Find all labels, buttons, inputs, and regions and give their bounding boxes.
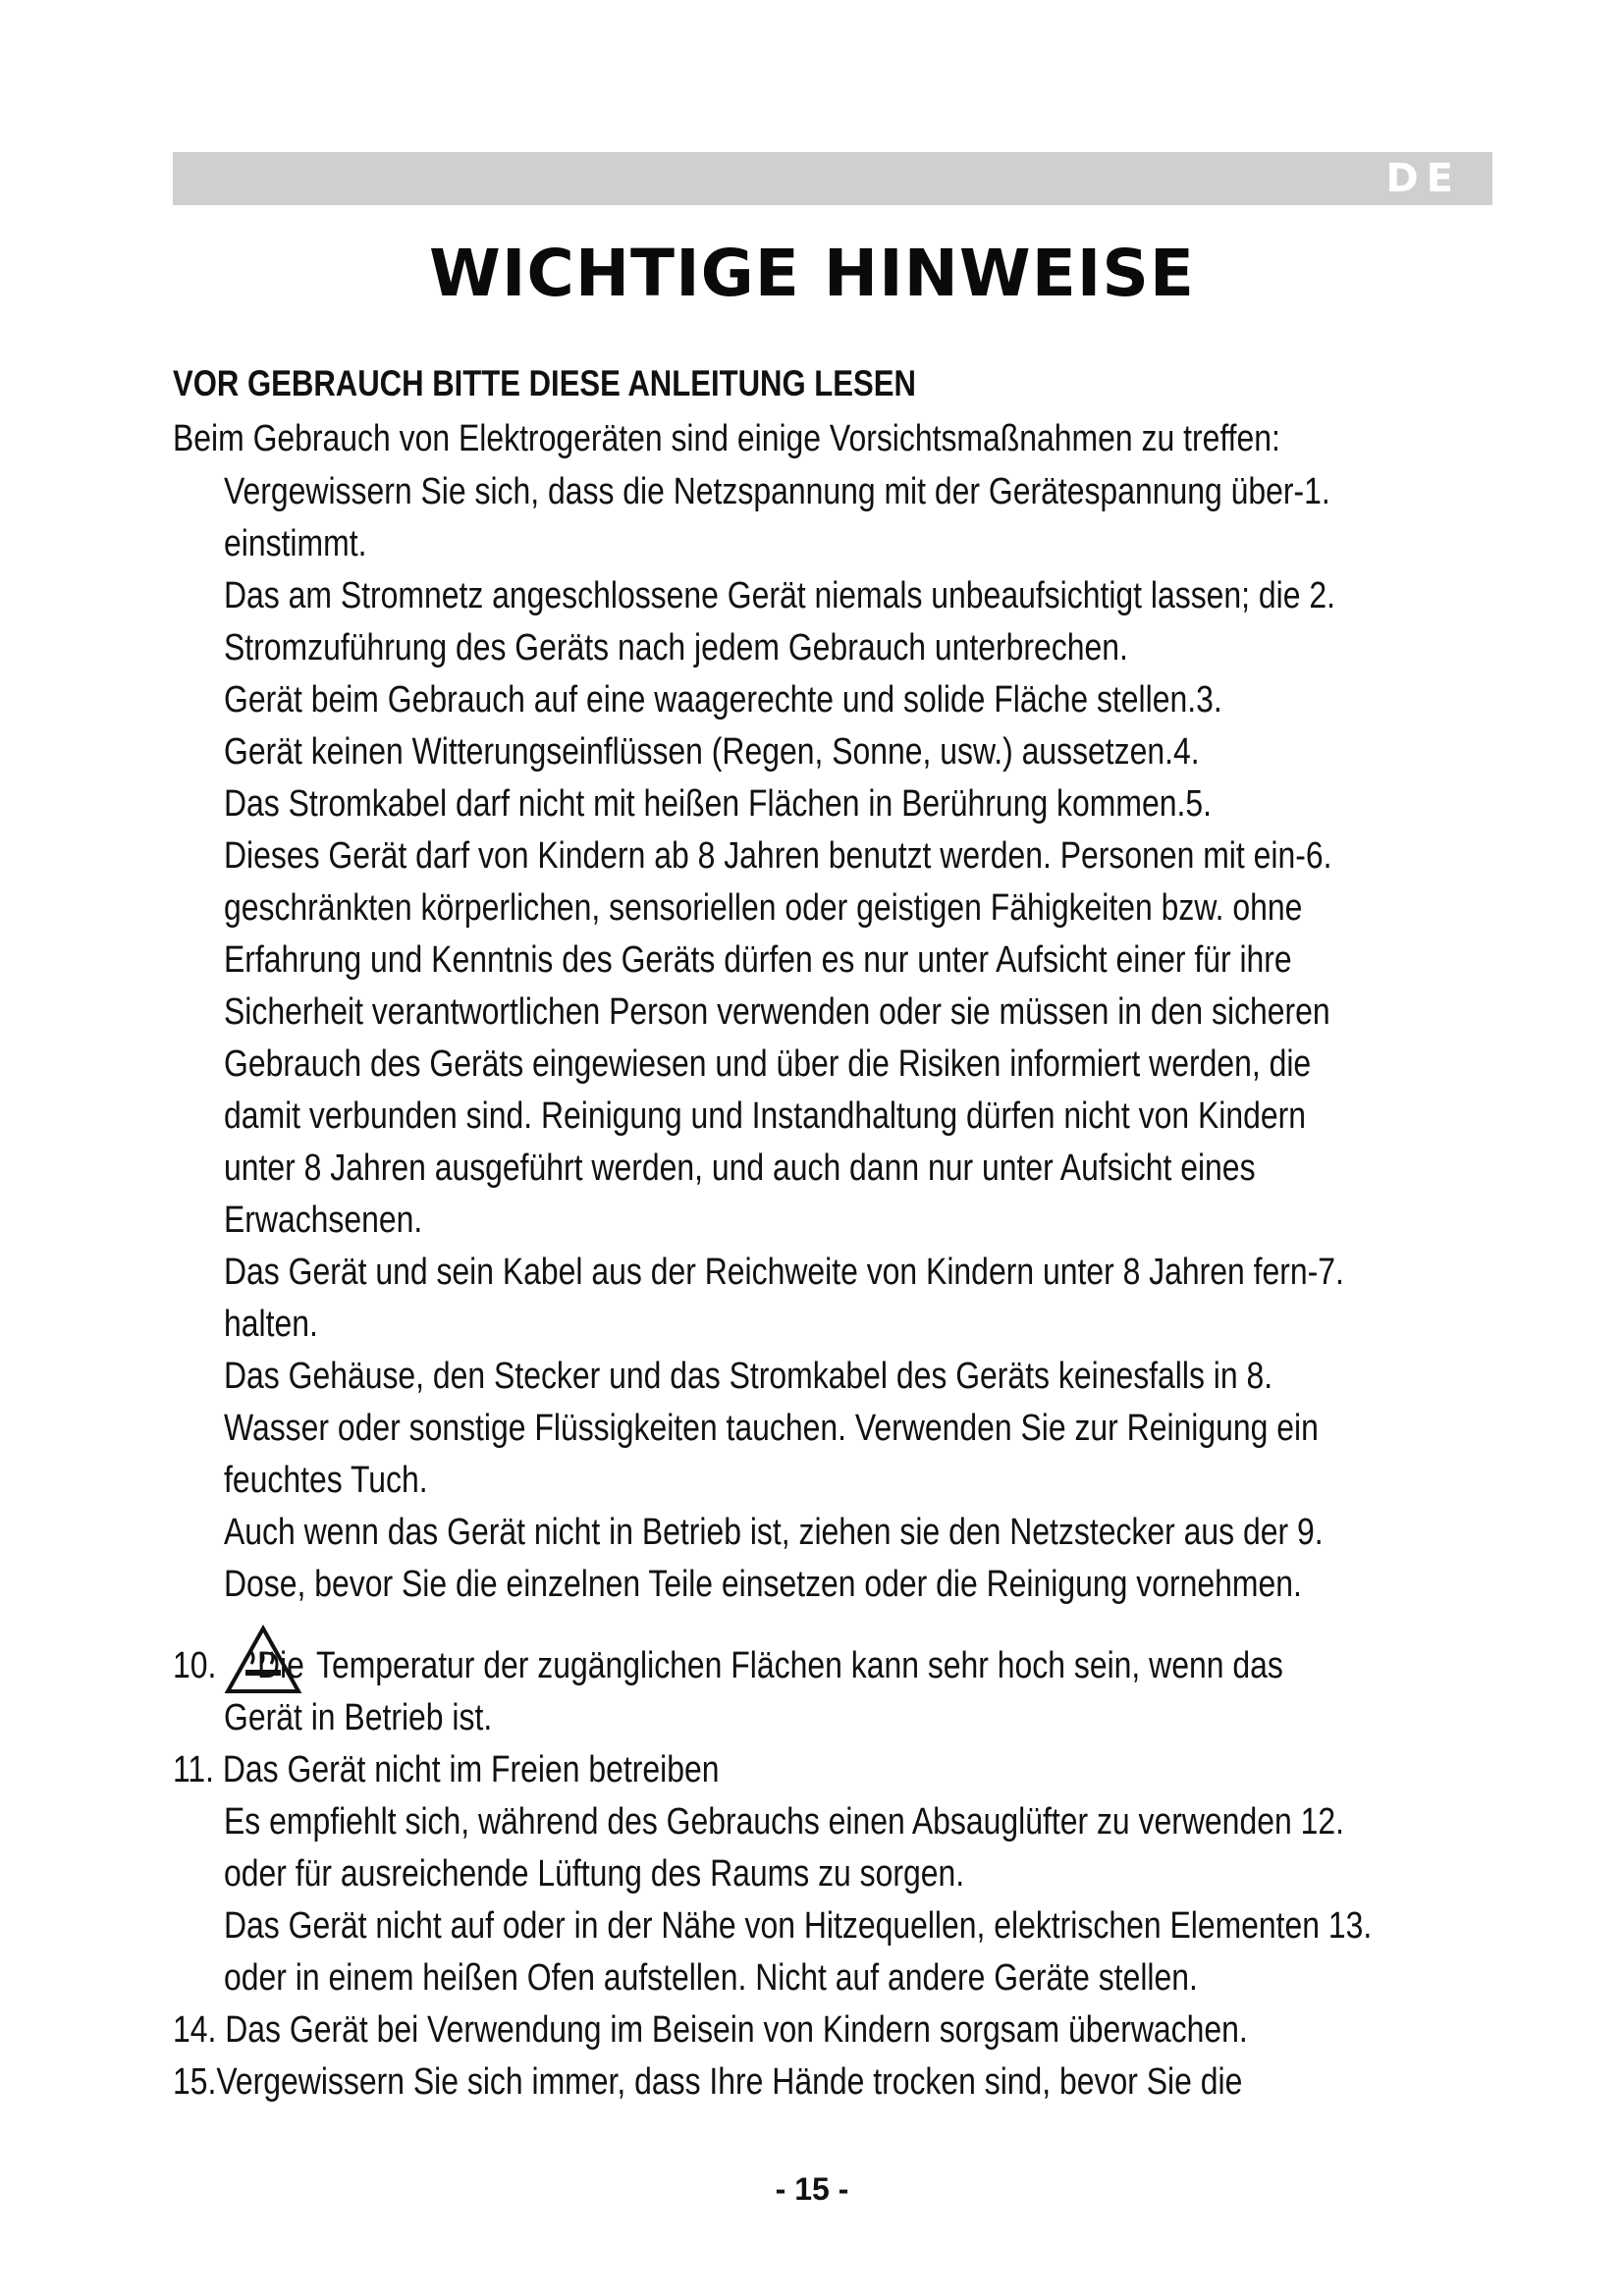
intro-text: Beim Gebrauch von Elektrogeräten sind einige Vorsichtsmaßnahmen zu treffen: bbox=[173, 418, 1280, 459]
list-line: Sicherheit verantwortlichen Person verwenden oder sie müssen in den sicheren bbox=[224, 991, 1330, 1033]
list-line: Dose, bevor Sie die einzelnen Teile einsetzen oder die Reinigung vornehmen. bbox=[224, 1564, 1302, 1605]
list-line: Wasser oder sonstige Flüssigkeiten tauchen. Verwenden Sie zur Reinigung ein bbox=[224, 1408, 1319, 1449]
list-line: 11. Das Gerät nicht im Freien betreiben bbox=[173, 1749, 720, 1790]
list-line: Das am Stromnetz angeschlossene Gerät niemals unbeaufsichtigt lassen; die 2. bbox=[224, 575, 1335, 616]
list-number: 10. bbox=[173, 1645, 217, 1686]
list-line: einstimmt. bbox=[224, 523, 367, 564]
list-line: feuchtes Tuch. bbox=[224, 1460, 428, 1501]
list-line: Gerät in Betrieb ist. bbox=[224, 1697, 493, 1738]
list-line: Das Gehäuse, den Stecker und das Stromkabel des Geräts keinesfalls in 8. bbox=[224, 1356, 1273, 1397]
list-line: Erfahrung und Kenntnis des Geräts dürfen es nur unter Aufsicht einer für ihre bbox=[224, 939, 1292, 981]
list-line: geschränkten körperlichen, sensoriellen oder geistigen Fähigkeiten bzw. ohne bbox=[224, 887, 1303, 929]
list-line: Das Gerät nicht auf oder in der Nähe von Hitzequellen, elektrischen Elementen 13. bbox=[224, 1905, 1373, 1947]
list-line: Dieses Gerät darf von Kindern ab 8 Jahren benutzt werden. Personen mit ein-6. bbox=[224, 835, 1332, 877]
page-title: WICHTIGE HINWEISE bbox=[429, 236, 1195, 311]
list-line: Auch wenn das Gerät nicht in Betrieb ist, ziehen sie den Netzstecker aus der 9. bbox=[224, 1512, 1324, 1553]
list-line: Vergewissern Sie sich, dass die Netzspannung mit der Gerätespannung über-1. bbox=[224, 471, 1330, 512]
list-line: Temperatur der zugänglichen Flächen kann sehr hoch sein, wenn das bbox=[316, 1645, 1283, 1686]
subheading: VOR GEBRAUCH BITTE DIESE ANLEITUNG LESEN bbox=[173, 363, 916, 403]
list-line: Erwachsenen. bbox=[224, 1200, 423, 1241]
page-number: - 15 - bbox=[775, 2171, 849, 2207]
list-line: damit verbunden sind. Reinigung und Instandhaltung dürfen nicht von Kindern bbox=[224, 1095, 1307, 1137]
list-line: oder in einem heißen Ofen aufstellen. Nicht auf andere Geräte stellen. bbox=[224, 1957, 1198, 1999]
list-line: 15.Vergewissern Sie sich immer, dass Ihre Hände trocken sind, bevor Sie die bbox=[173, 2061, 1243, 2103]
list-line: halten. bbox=[224, 1304, 318, 1345]
list-line: 14. Das Gerät bei Verwendung im Beisein von Kindern sorgsam überwachen. bbox=[173, 2009, 1248, 2051]
language-code: DE bbox=[1385, 156, 1461, 201]
list-line: oder für ausreichende Lüftung des Raums zu sorgen. bbox=[224, 1853, 965, 1895]
list-line: Das Stromkabel darf nicht mit heißen Flächen in Berührung kommen.5. bbox=[224, 783, 1212, 825]
list-line: Stromzuführung des Geräts nach jedem Gebrauch unterbrechen. bbox=[224, 627, 1128, 668]
list-line: Das Gerät und sein Kabel aus der Reichweite von Kindern unter 8 Jahren fern-7. bbox=[224, 1252, 1344, 1293]
list-line: Gerät keinen Witterungseinflüssen (Regen, Sonne, usw.) aussetzen.4. bbox=[224, 731, 1200, 773]
list-line: Gerät beim Gebrauch auf eine waagerechte und solide Fläche stellen.3. bbox=[224, 679, 1222, 721]
language-bar bbox=[173, 152, 1492, 205]
list-line-fragment: Die bbox=[257, 1645, 304, 1686]
list-line: Gebrauch des Geräts eingewiesen und über die Risiken informiert werden, die bbox=[224, 1043, 1312, 1085]
list-line: unter 8 Jahren ausgeführt werden, und auch dann nur unter Aufsicht eines bbox=[224, 1148, 1256, 1189]
list-line: Es empfiehlt sich, während des Gebrauchs einen Absauglüfter zu verwenden 12. bbox=[224, 1801, 1344, 1842]
